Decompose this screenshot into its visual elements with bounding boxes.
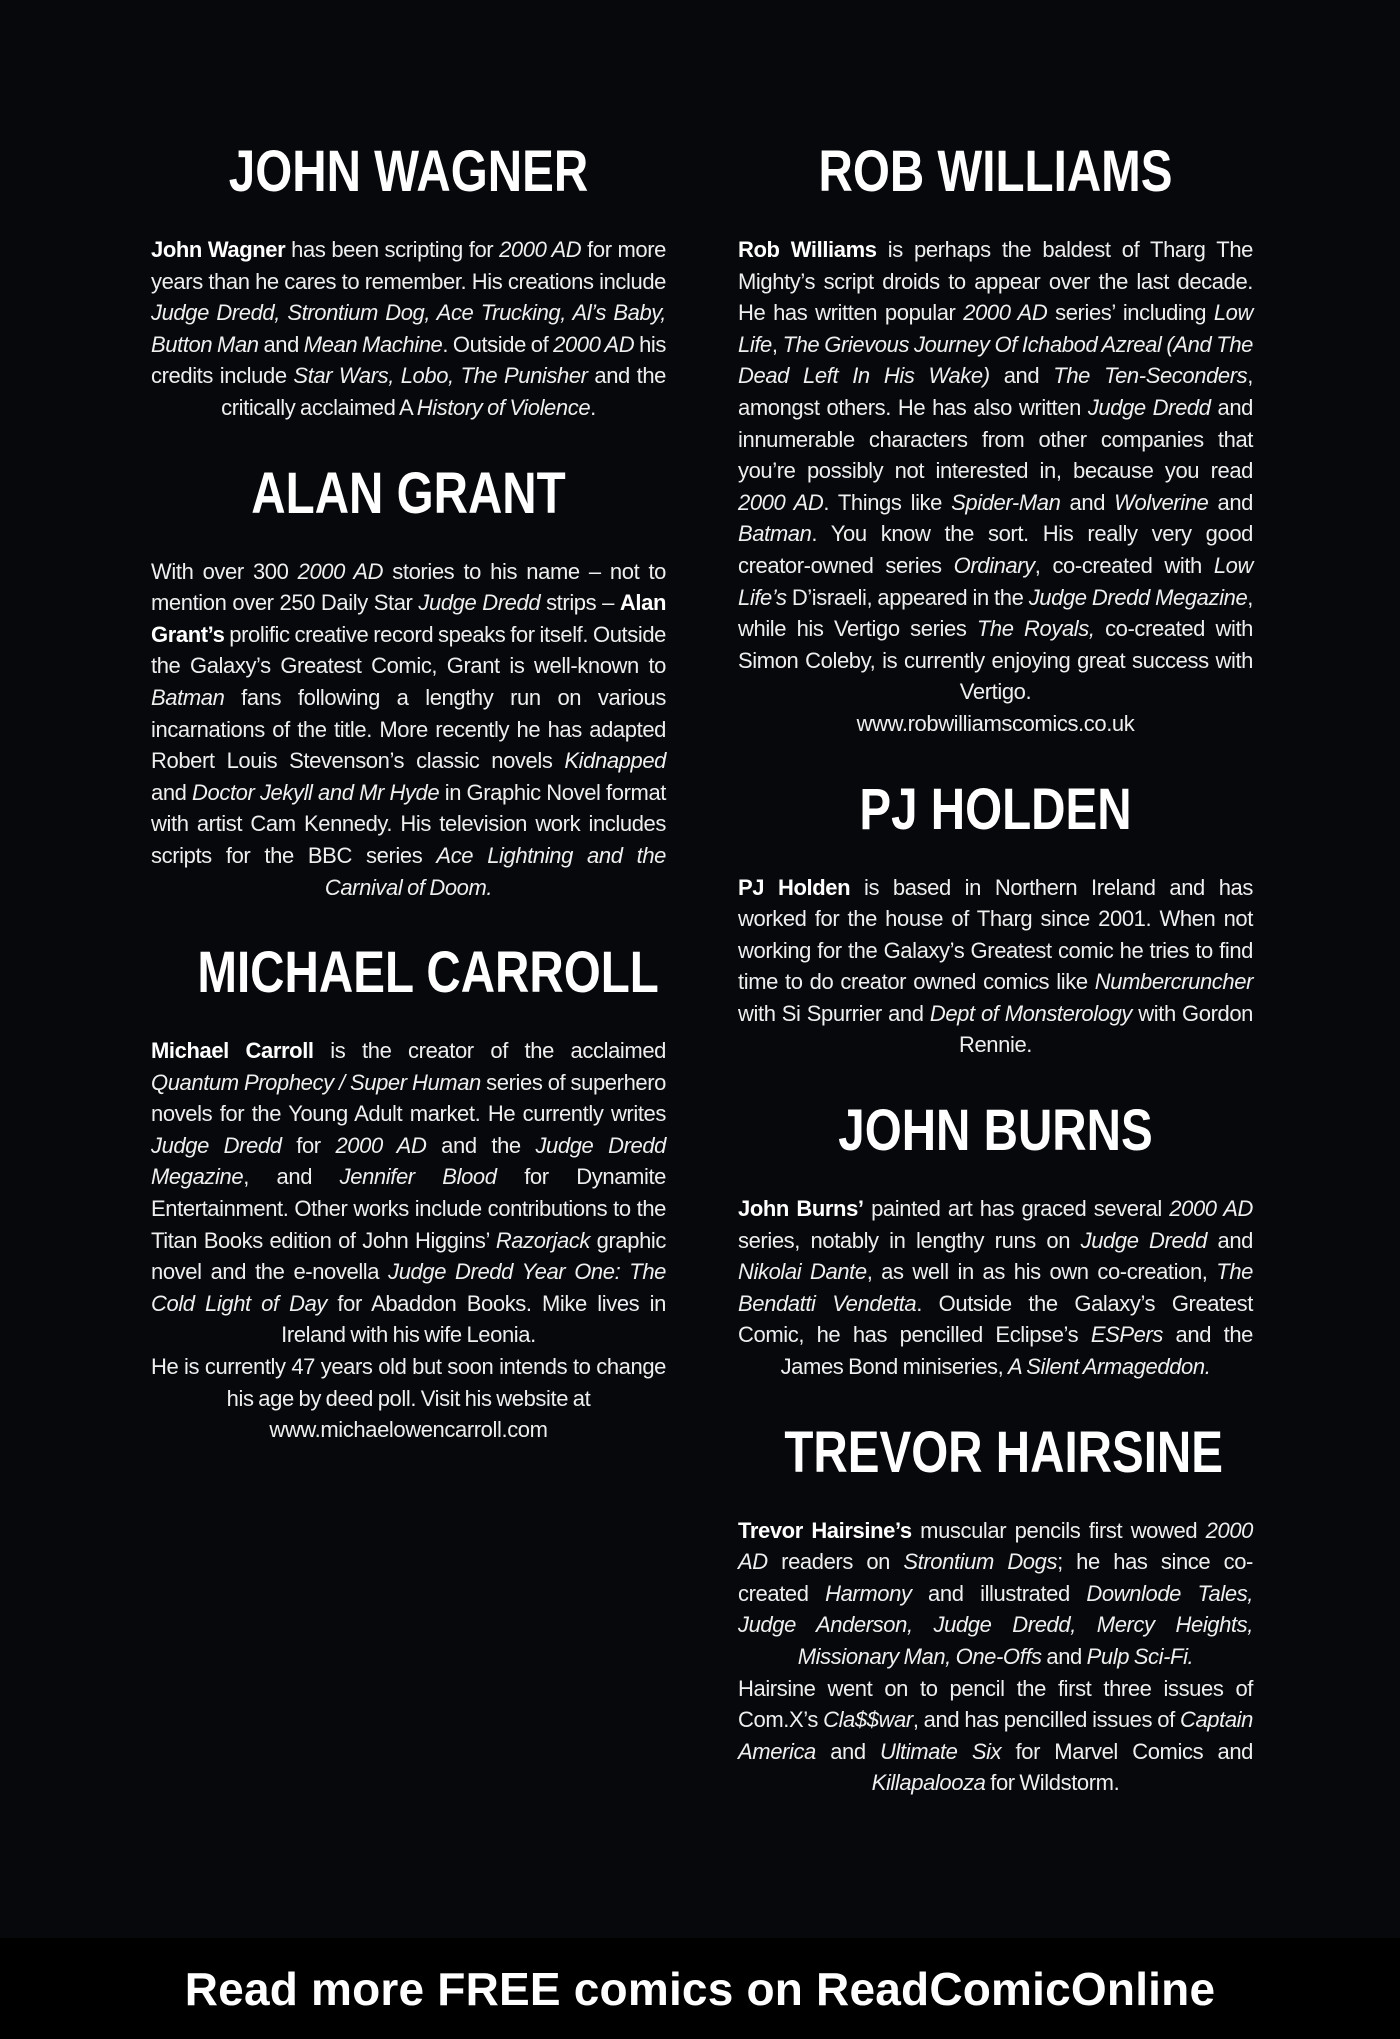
italic-title: Jennifer Blood bbox=[339, 1164, 497, 1190]
creator-name: ALAN GRANT bbox=[251, 460, 566, 526]
bio-text-extra: He is currently 47 years old but soon intends to change his age by deed poll. Visit his website at bbox=[151, 1354, 666, 1411]
website-url bbox=[738, 708, 1253, 740]
italic-title: The Ten-Seconders bbox=[1053, 363, 1248, 389]
right-column bbox=[738, 140, 1253, 1799]
italic-title: Judge Dredd Megazine bbox=[1028, 584, 1248, 610]
italic-title: 2000 AD bbox=[963, 300, 1048, 326]
italic-title: Downlode Tales, Judge Anderson, Judge Dredd, Mercy Heights, Missionary Man, One-Offs bbox=[738, 1580, 1254, 1669]
italic-title: Spider-Man bbox=[951, 489, 1061, 515]
bold-name: John Burns’ bbox=[738, 1196, 864, 1222]
bio-text: John Wagner has been scripting for 2000 AD for more years than he cares to remember. His creations include Judge Dredd, Strontium Dog, Ace Trucking, Al’s Baby, Button Man and Mean Machine. Outside of 2000 AD his credits include Star Wars, Lobo, The Punisher and the critically acclaimed A History of Violence. bbox=[151, 237, 667, 420]
italic-title: Razorjack bbox=[495, 1227, 591, 1253]
bio-pj-holden bbox=[738, 778, 1253, 1062]
italic-title: 2000 AD bbox=[499, 237, 582, 262]
italic-title: Doctor Jekyll and Mr Hyde bbox=[192, 779, 440, 805]
bio-text-extra: Hairsine went on to pencil the first three issues of Com.X’s Cla$$war, and has pencilled issues of Captain America and Ultimate Six for Marvel Comics and Killapalooza for Wildstorm. bbox=[738, 1675, 1253, 1796]
italic-title: The Royals, bbox=[976, 616, 1095, 642]
italic-title: Pulp Sci-Fi. bbox=[1086, 1644, 1194, 1669]
italic-title: Cla$$war bbox=[823, 1707, 913, 1733]
promo-footer[interactable] bbox=[0, 1938, 1400, 2039]
italic-title: 2000 AD bbox=[297, 558, 384, 584]
italic-title: Judge Dredd Year One: The Cold Light of Day bbox=[151, 1259, 667, 1316]
bold-name: Trevor Hairsine’s bbox=[738, 1517, 912, 1543]
italic-title: 2000 AD bbox=[1169, 1196, 1254, 1222]
bio-text: With over 300 2000 AD stories to his name – not to mention over 250 Daily Star Judge Dredd strips – Alan Grant’s prolific creative record speaks for itself. Outside the Galaxy’s Greatest Comic, Grant is well-known to Batman fans following a lengthy run on various incarnations of the title. More recently he has adapted Robert Louis Stevenson’s classic novels Kidnapped and Doctor Jekyll and Mr Hyde in Graphic Novel format with artist Cam Kennedy. His television work includes scripts for the BBC series Ace Lightning and the Carnival of Doom. bbox=[151, 558, 667, 900]
bold-name: Michael Carroll bbox=[151, 1038, 314, 1064]
bio-text: PJ Holden is based in Northern Ireland and has worked for the house of Tharg since 2001. When not working for the Galaxy’s Greatest comic he tries to find time to do creator owned comics like Numbercruncher with Si Spurrier and Dept of Monsterology with Gordon Rennie. bbox=[738, 874, 1254, 1058]
italic-title: Killapalooza bbox=[871, 1770, 986, 1796]
bio-text: Trevor Hairsine’s muscular pencils first wowed 2000 AD readers on Strontium Dogs; he has since co-created Harmony and illustrated Downlode Tales, Judge Anderson, Judge Dredd, Mercy Heights, Missionary Man, One-Offs and Pulp Sci-Fi. bbox=[738, 1517, 1254, 1669]
italic-title: Judge Dredd, Strontium Dog, Ace Trucking, Al’s Baby, Button Man bbox=[151, 300, 666, 357]
creator-name: ROB WILLIAMS bbox=[818, 139, 1173, 204]
bio-john-wagner bbox=[151, 140, 666, 424]
italic-title: Numbercruncher bbox=[1094, 969, 1253, 995]
italic-title: Judge Dredd bbox=[418, 590, 541, 616]
italic-title: Ordinary bbox=[953, 552, 1035, 578]
italic-title: 2000 AD bbox=[335, 1132, 427, 1158]
italic-title: 2000 AD bbox=[738, 1517, 1253, 1575]
italic-title: Kidnapped bbox=[564, 748, 666, 774]
italic-title: Nikolai Dante bbox=[738, 1259, 867, 1285]
creator-name: JOHN WAGNER bbox=[228, 139, 589, 204]
italic-title: Mean Machine bbox=[303, 331, 443, 357]
italic-title: Judge Dredd bbox=[1080, 1227, 1207, 1253]
website-url bbox=[151, 1414, 666, 1446]
bio-text: John Burns’ painted art has graced several 2000 AD series, notably in lengthy runs on Judge Dredd and Nikolai Dante, as well in as his own co-creation, The Bendatti Vendetta. Outside the Galaxy’s Greatest Comic, he has pencilled Eclipse’s ESPers and the James Bond miniseries, A Silent Armageddon. bbox=[738, 1196, 1254, 1380]
italic-title: The Bendatti Vendetta bbox=[738, 1259, 1253, 1316]
bio-michael-carroll bbox=[151, 941, 666, 1446]
italic-title: Wolverine bbox=[1114, 489, 1209, 515]
bio-john-burns bbox=[738, 1099, 1253, 1383]
creator-name: MICHAEL CARROLL bbox=[197, 940, 659, 1006]
bold-name: PJ Holden bbox=[738, 874, 851, 900]
italic-title: Judge Dredd Megazine bbox=[151, 1132, 667, 1190]
bio-text: Michael Carroll is the creator of the acclaimed Quantum Prophecy / Super Human series of superhero novels for the Young Adult market. He currently writes Judge Dredd for 2000 AD and the Judge Dredd Megazine, and Jennifer Blood for Dynamite Entertainment. Other works include contributions to the Titan Books edition of John Higgins’ Razorjack graphic novel and the e-novella Judge Dredd Year One: The Cold Light of Day for Abaddon Books. Mike lives in Ireland with his wife Leonia. bbox=[151, 1038, 667, 1348]
italic-title: Low Life bbox=[738, 300, 1254, 357]
italic-title: Captain America bbox=[738, 1707, 1253, 1764]
italic-title: Dept of Monsterology bbox=[929, 1000, 1133, 1026]
italic-title: 2000 AD bbox=[738, 489, 824, 515]
italic-title: The Grievous Journey Of Ichabod Azreal (And The Dead Left In His Wake) bbox=[738, 331, 1253, 389]
italic-title: 2000 AD bbox=[553, 331, 635, 357]
bold-name: Alan Grant’s bbox=[151, 590, 666, 647]
italic-title: ESPers bbox=[1090, 1322, 1163, 1348]
italic-title: Strontium Dogs bbox=[903, 1549, 1058, 1575]
italic-title: Judge Dredd bbox=[151, 1132, 282, 1158]
italic-title: History of Violence bbox=[416, 394, 591, 420]
bold-name: Rob Williams bbox=[738, 237, 877, 262]
left-column bbox=[151, 140, 666, 1446]
bio-text: Rob Williams is perhaps the baldest of Tharg The Mighty’s script droids to appear over the last decade. He has written popular 2000 AD series’ including Low Life, The Grievous Journey Of Ichabod Azreal (And The Dead Left In His Wake) and The Ten-Seconders, amongst others. He has also written Judge Dredd and innumerable characters from other companies that you’re possibly not interested in, because you read 2000 AD. Things like Spider-Man and Wolverine and Batman. You know the sort. His really very good creator-owned series Ordinary, co-created with Low Life’s D’israeli, appeared in the Judge Dredd Megazine, while his Vertigo series The Royals, co-created with Simon Coleby, is currently enjoying great success with Vertigo. bbox=[738, 237, 1254, 705]
italic-title: Ace Lightning and the Carnival of Doom. bbox=[324, 842, 667, 900]
italic-title: A Silent Armageddon. bbox=[1008, 1354, 1211, 1380]
italic-title: Judge Dredd bbox=[1087, 394, 1211, 420]
website-url-text: www.michaelowencarroll.com bbox=[269, 1417, 548, 1443]
creator-name: PJ HOLDEN bbox=[859, 776, 1132, 842]
italic-title: Batman bbox=[151, 684, 225, 710]
italic-title: Star Wars, Lobo, The Punisher bbox=[293, 363, 588, 389]
creator-name: JOHN BURNS bbox=[838, 1098, 1153, 1164]
bold-name: John Wagner bbox=[151, 237, 286, 262]
creator-name: TREVOR HAIRSINE bbox=[784, 1419, 1224, 1485]
bio-alan-grant bbox=[151, 462, 666, 904]
italic-title: Low Life’s bbox=[738, 552, 1253, 610]
italic-title: Batman bbox=[738, 521, 812, 547]
italic-title: Quantum Prophecy / Super Human bbox=[151, 1069, 481, 1095]
italic-title: Ultimate Six bbox=[880, 1738, 1002, 1764]
promo-footer-text[interactable]: Read more FREE comics on ReadComicOnline bbox=[184, 1962, 1216, 2015]
bio-trevor-hairsine bbox=[738, 1421, 1253, 1799]
italic-title: Harmony bbox=[825, 1580, 912, 1606]
website-url-text: www.robwilliamscomics.co.uk bbox=[856, 710, 1135, 736]
bio-rob-williams bbox=[738, 140, 1253, 740]
